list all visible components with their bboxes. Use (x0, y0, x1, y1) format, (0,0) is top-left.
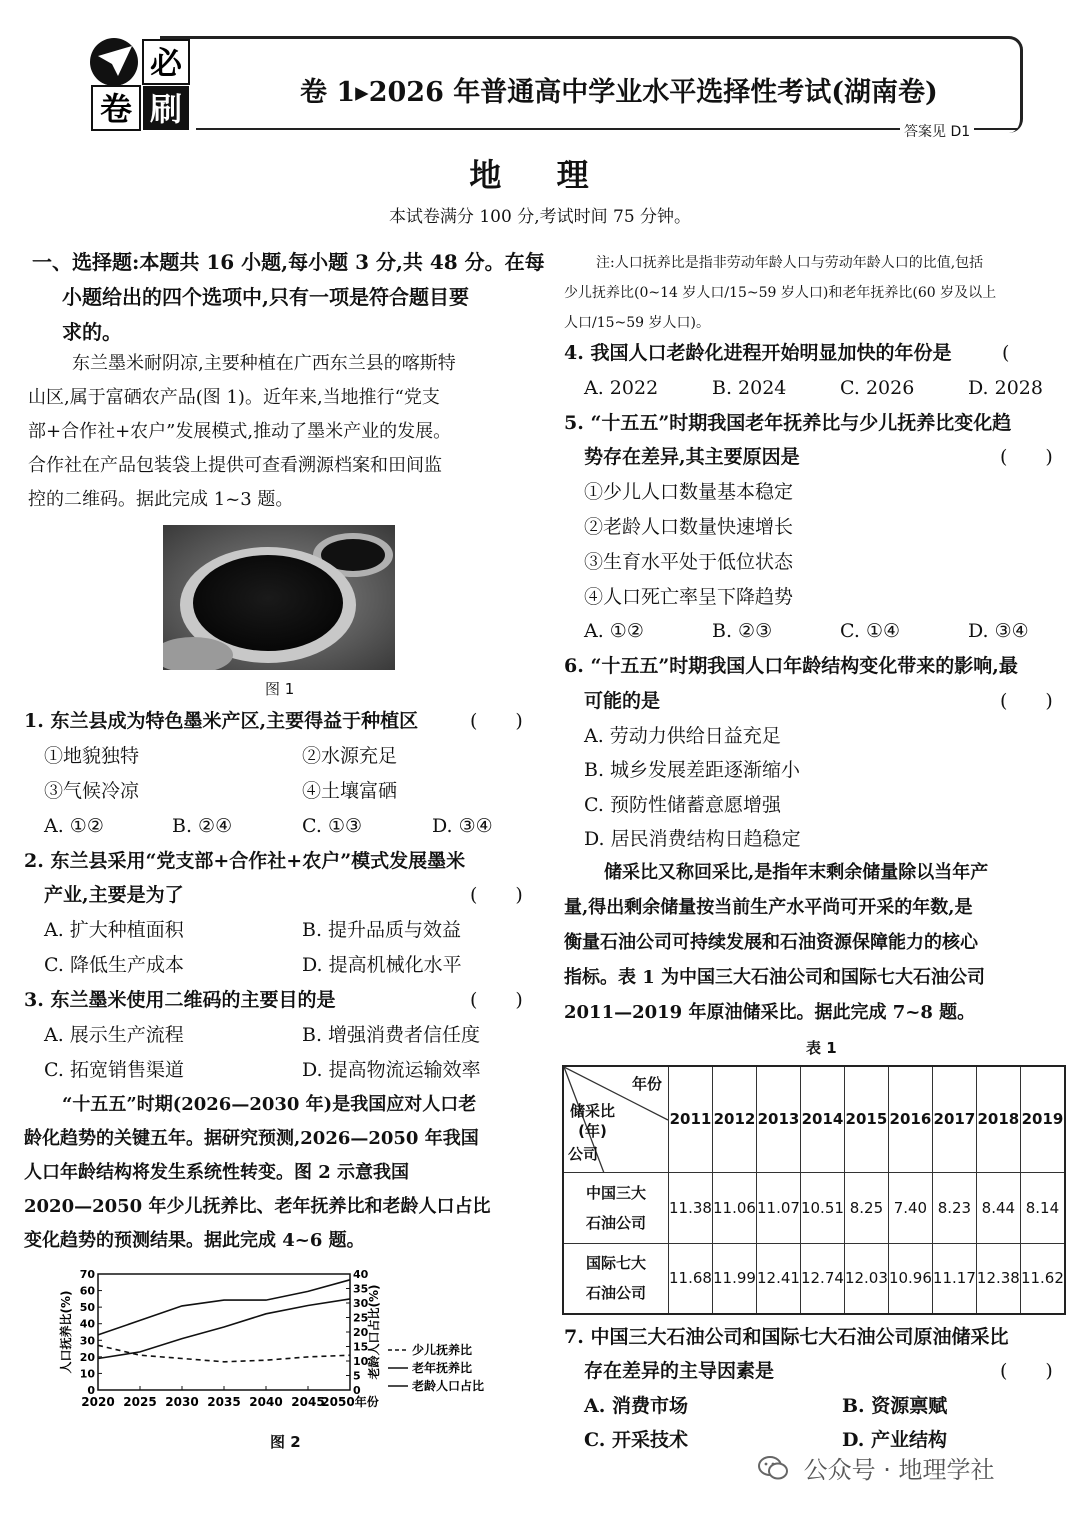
table-cell: 12.38 (976, 1243, 1020, 1314)
y-axis-label: 人口抚养比(%) (59, 1290, 73, 1374)
question-7-answer-blank[interactable]: ( ) (1000, 1360, 1053, 1382)
table-cell: 11.06 (712, 1172, 756, 1243)
legend-label: 老龄人口占比 (412, 1379, 485, 1393)
table-cell: 12.74 (800, 1243, 844, 1314)
year-header: 2019 (1020, 1066, 1065, 1172)
q1-statement: ②水源充足 (302, 745, 398, 767)
table-cell: 12.03 (844, 1243, 888, 1314)
y2-tick-label: 0 (353, 1384, 361, 1397)
note-line: 少儿抚养比(0~14 岁人口/15~59 岁人口)和老年抚养比(60 岁及以上 (564, 285, 997, 301)
y2-tick-label: 10 (353, 1355, 369, 1368)
table-cell: 8.14 (1020, 1172, 1065, 1243)
table-cell: 8.44 (976, 1172, 1020, 1243)
passage-line: 量,得出剩余储量按当前生产水平尚可开采的年数,是 (564, 897, 973, 918)
passage-line: 东兰墨米耐阴凉,主要种植在广西东兰县的喀斯特 (72, 353, 456, 374)
table-cell: 11.17 (932, 1243, 976, 1314)
table-cell: 11.99 (712, 1243, 756, 1314)
year-header: 2016 (888, 1066, 932, 1172)
black-rice-photo (163, 525, 395, 670)
question-1-stem: 1. 东兰县成为特色墨米产区,主要得益于种植区 (24, 710, 419, 732)
question-4-stem: 4. 我国人口老龄化进程开始明显加快的年份是 (564, 342, 952, 364)
y-tick-label: 60 (79, 1284, 95, 1298)
legend-label: 老年抚养比 (412, 1361, 473, 1375)
q2-option-b[interactable]: B. 提升品质与效益 (302, 919, 462, 941)
population-chart (56, 1262, 526, 1417)
question-5-answer-blank[interactable]: ( ) (1000, 446, 1053, 468)
section-heading: 一、选择题:本题共 16 小题,每小题 3 分,共 48 分。在每 (32, 250, 545, 274)
q5-option-c[interactable]: C. ①④ (840, 620, 901, 642)
row-label-line: 国际七大 (585, 1254, 646, 1273)
year-header: 2018 (976, 1066, 1020, 1172)
x-tick-label: 2050年份 (321, 1395, 379, 1409)
y-tick-label: 0 (87, 1384, 95, 1397)
row-label-line: 石油公司 (585, 1284, 646, 1303)
q3-option-b[interactable]: B. 增强消费者信任度 (302, 1024, 481, 1046)
y-tick-label: 40 (79, 1317, 95, 1331)
table-row-label (563, 1243, 669, 1314)
q1-option-b[interactable]: B. ②④ (172, 815, 233, 837)
table-cell: 10.51 (800, 1172, 844, 1243)
y2-tick-label: 20 (353, 1326, 369, 1339)
y2-tick-label: 30 (353, 1297, 369, 1310)
year-header: 2012 (712, 1066, 756, 1172)
q1-statement: ①地貌独特 (44, 745, 140, 767)
table-cell: 11.62 (1020, 1243, 1065, 1314)
section-heading: 求的。 (62, 320, 122, 344)
q7-option-b[interactable]: B. 资源禀赋 (842, 1395, 948, 1417)
q2-option-c[interactable]: C. 降低生产成本 (44, 954, 184, 976)
x-tick-label: 2020 (81, 1395, 115, 1409)
passage-line: 2020—2050 年少儿抚养比、老年抚养比和老龄人口占比 (24, 1196, 491, 1217)
q1-option-a[interactable]: A. ①② (44, 815, 104, 837)
passage-line: 人口年龄结构将发生系统性转变。图 2 示意我国 (24, 1162, 410, 1183)
table-cell: 11.68 (669, 1243, 713, 1314)
q6-option-d[interactable]: D. 居民消费结构日趋稳定 (584, 828, 801, 850)
q7-option-d[interactable]: D. 产业结构 (842, 1429, 948, 1451)
question-5-stem: 势存在差异,其主要原因是 (584, 446, 800, 468)
y-tick-label: 20 (79, 1350, 95, 1364)
q5-statement: ①少儿人口数量基本稳定 (584, 481, 794, 503)
exam-title: 卷 1▸2026 年普通高中学业水平选择性考试(湖南卷) (300, 77, 938, 108)
table-cell: 8.23 (932, 1172, 976, 1243)
y-tick-label: 30 (79, 1334, 95, 1348)
table-cell: 12.41 (756, 1243, 800, 1314)
q1-statement: ④土壤富硒 (302, 780, 398, 802)
question-6-answer-blank[interactable]: ( ) (1000, 690, 1053, 712)
table1-caption: 表 1 (806, 1039, 837, 1057)
y2-tick-label: 15 (353, 1340, 369, 1354)
q5-option-b[interactable]: B. ②③ (712, 620, 773, 642)
q4-option-d[interactable]: D. 2028 (968, 377, 1043, 399)
reserve-ratio-table (562, 1065, 1066, 1315)
question-6-stem: 可能的是 (584, 690, 661, 712)
y2-tick-label: 40 (353, 1268, 369, 1281)
question-2-stem: 2. 东兰县采用“党支部+合作社+农户”模式发展墨米 (24, 850, 466, 872)
x-tick-label: 2045 (291, 1395, 325, 1409)
question-7-stem: 7. 中国三大石油公司和国际七大石油公司原油储采比 (564, 1326, 1009, 1348)
y2-tick-label: 35 (353, 1282, 369, 1296)
plot-frame (98, 1274, 350, 1390)
answer-reference: 答案见 D1 (900, 121, 974, 141)
exam-info: 本试卷满分 100 分,考试时间 75 分钟。 (388, 207, 692, 227)
note-line: 人口/15~59 岁人口)。 (564, 315, 710, 331)
passage-line: 衡量石油公司可持续发展和石油资源保障能力的核心 (564, 932, 978, 953)
passage-line: “十五五”时期(2026—2030 年)是我国应对人口老 (62, 1094, 477, 1115)
x-tick-label: 2040 (249, 1395, 283, 1409)
q6-option-b[interactable]: B. 城乡发展差距逐渐缩小 (584, 759, 801, 781)
x-tick-label: 2030 (165, 1395, 199, 1409)
corner-label-ratio: 储采比 (年) (570, 1102, 616, 1140)
table-cell: 8.25 (844, 1172, 888, 1243)
row-label-line: 石油公司 (585, 1213, 646, 1232)
question-3-answer-blank[interactable]: ( ) (470, 989, 523, 1011)
logo-char-top: 必 (149, 44, 183, 82)
figure1-caption: 图 1 (265, 680, 295, 698)
year-header: 2013 (756, 1066, 800, 1172)
q2-option-d[interactable]: D. 提高机械化水平 (302, 954, 462, 976)
question-4-answer-blank[interactable]: ( (1002, 342, 1010, 364)
passage-line: 山区,属于富硒农产品(图 1)。近年来,当地推行“党支 (28, 387, 440, 408)
banner-rule (196, 128, 1018, 130)
q1-option-d[interactable]: D. ③④ (432, 815, 493, 837)
y2-axis-label: 老龄人口占比(%) (367, 1284, 381, 1380)
question-7-stem: 存在差异的主导因素是 (584, 1360, 775, 1382)
q4-option-b[interactable]: B. 2024 (712, 377, 787, 399)
q4-option-c[interactable]: C. 2026 (840, 377, 915, 399)
x-tick-label: 2035 (207, 1395, 241, 1409)
passage-line: 部+合作社+农户”发展模式,推动了墨米产业的发展。 (28, 421, 452, 442)
q1-statement: ③气候冷凉 (44, 780, 140, 802)
watermark-text: 公众号 · 地理学社 (803, 1456, 995, 1484)
figure2-caption: 图 2 (270, 1433, 301, 1451)
table-cell: 11.38 (669, 1172, 713, 1243)
y-tick-label: 70 (79, 1268, 95, 1281)
q5-option-a[interactable]: A. ①② (584, 620, 644, 642)
year-header: 2015 (844, 1066, 888, 1172)
y-tick-label: 50 (79, 1301, 95, 1315)
table-cell: 11.07 (756, 1172, 800, 1243)
question-2-answer-blank[interactable]: ( ) (470, 884, 523, 906)
q3-option-a[interactable]: A. 展示生产流程 (44, 1024, 184, 1046)
q6-option-c[interactable]: C. 预防性储蓄意愿增强 (584, 794, 781, 816)
question-6-stem: 6. “十五五”时期我国人口年龄结构变化带来的影响,最 (564, 655, 1018, 677)
q7-option-c[interactable]: C. 开采技术 (584, 1429, 689, 1451)
passage-line: 指标。表 1 为中国三大石油公司和国际七大石油公司 (564, 967, 986, 988)
question-1-answer-blank[interactable]: ( ) (470, 710, 523, 732)
table-cell: 10.96 (888, 1243, 932, 1314)
passage-line: 变化趋势的预测结果。据此完成 4~6 题。 (24, 1230, 365, 1251)
series-line-1 (98, 1345, 350, 1362)
passage-line: 控的二维码。据此完成 1~3 题。 (28, 489, 294, 510)
table-corner-cell (563, 1066, 669, 1172)
y2-tick-label: 25 (353, 1311, 369, 1325)
q4-option-a[interactable]: A. 2022 (584, 377, 659, 399)
series-line-2 (98, 1299, 350, 1359)
q5-statement: ②老龄人口数量快速增长 (584, 516, 794, 538)
question-3-stem: 3. 东兰墨米使用二维码的主要目的是 (24, 989, 336, 1011)
wechat-icon (758, 1455, 788, 1487)
y2-tick-label: 5 (353, 1369, 361, 1383)
y-tick-label: 10 (79, 1367, 95, 1381)
q2-option-a[interactable]: A. 扩大种植面积 (44, 919, 184, 941)
legend-label: 少儿抚养比 (412, 1343, 473, 1357)
watermark (758, 1450, 995, 1487)
passage-line: 2011—2019 年原油储采比。据此完成 7~8 题。 (564, 1002, 976, 1023)
logo-char-bottom-right: 刷 (149, 90, 183, 128)
q1-option-c[interactable]: C. ①③ (302, 815, 363, 837)
year-header: 2017 (932, 1066, 976, 1172)
year-header: 2014 (800, 1066, 844, 1172)
passage-line: 储采比又称回采比,是指年末剩余储量除以当年产 (604, 862, 989, 883)
corner-label-company: 公司 (568, 1144, 599, 1163)
q5-statement: ④人口死亡率呈下降趋势 (584, 586, 794, 608)
q3-option-c[interactable]: C. 拓宽销售渠道 (44, 1059, 184, 1081)
table-row-label (563, 1172, 669, 1243)
q7-option-a[interactable]: A. 消费市场 (584, 1395, 688, 1417)
corner-label-year: 年份 (631, 1075, 662, 1093)
q5-option-d[interactable]: D. ③④ (968, 620, 1029, 642)
q6-option-a[interactable]: A. 劳动力供给日益充足 (584, 725, 781, 747)
row-label-line: 中国三大 (585, 1183, 646, 1202)
section-heading: 小题给出的四个选项中,只有一项是符合题目要 (62, 285, 469, 309)
question-2-stem: 产业,主要是为了 (44, 884, 184, 906)
x-tick-label: 2025 (123, 1395, 157, 1409)
q3-option-d[interactable]: D. 提高物流运输效率 (302, 1059, 481, 1081)
year-header: 2011 (669, 1066, 713, 1172)
q5-statement: ③生育水平处于低位状态 (584, 551, 794, 573)
note-line: 注:人口抚养比是指非劳动年龄人口与劳动年龄人口的比值,包括 (596, 255, 984, 271)
subject-title: 地 理 (469, 156, 611, 194)
passage-line: 合作社在产品包装袋上提供可查看溯源档案和田间监 (28, 455, 442, 476)
question-5-stem: 5. “十五五”时期我国老年抚养比与少儿抚养比变化趋 (564, 412, 1012, 434)
table-cell: 7.40 (888, 1172, 932, 1243)
passage-line: 龄化趋势的关键五年。据研究预测,2026—2050 年我国 (24, 1128, 479, 1149)
logo-char-bottom-left: 卷 (99, 90, 133, 128)
